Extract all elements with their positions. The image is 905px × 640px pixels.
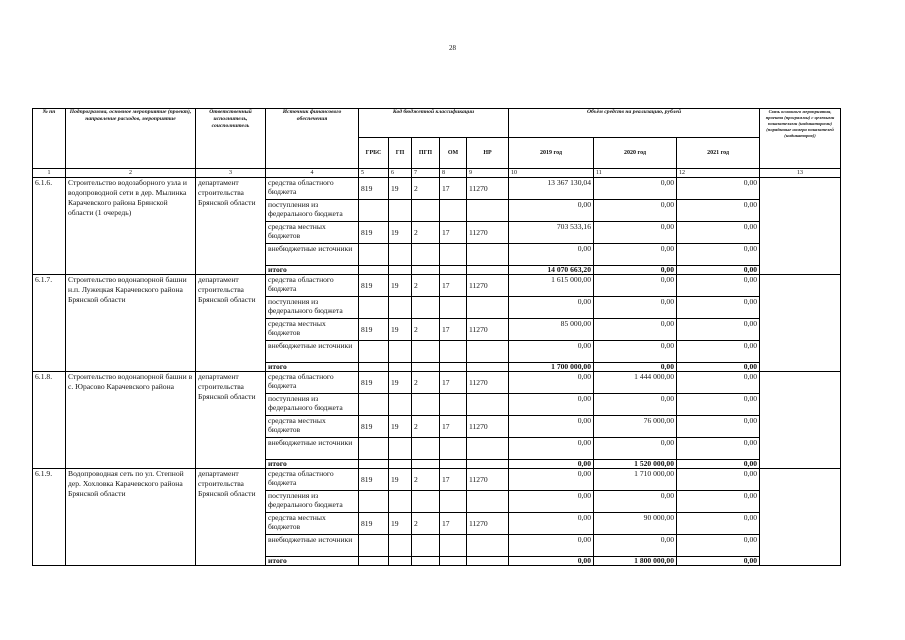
amount-2021: 0,00 [677,469,760,491]
header-2020: 2020 год [594,138,677,169]
code-gp [389,535,412,557]
code-grbs: 819 [359,319,389,341]
header-responsible: Ответственный исполнитель, соисполнитель [196,109,266,169]
code-grbs: 819 [359,222,389,244]
code-pgp [412,491,440,513]
table-row [33,178,841,200]
code-pgp: 2 [412,319,440,341]
table-body [33,169,841,566]
col-number: 8 [440,169,467,178]
code-nr [467,200,509,222]
item-responsible: департамент строительства Брянской области [196,275,266,372]
total-2021: 0,00 [677,363,760,372]
total-label: итого [266,460,359,469]
code-grbs [359,244,389,266]
funding-source: внебюджетные источники [266,244,359,266]
amount-2021: 0,00 [677,222,760,244]
code-grbs [359,438,389,460]
amount-2019: 13 367 130,04 [509,178,594,200]
code-grbs [359,297,389,319]
code-om [440,394,467,416]
amount-2020: 90 000,00 [594,513,677,535]
code-nr: 11270 [467,275,509,297]
code-grbs [359,341,389,363]
code-grbs: 819 [359,372,389,394]
code-gp: 19 [389,469,412,491]
code-gp [389,394,412,416]
funding-source: поступления из федерального бюджета [266,297,359,319]
header-grbs: ГРБС [359,138,389,169]
amount-2020: 0,00 [594,222,677,244]
total-2019: 0,00 [509,460,594,469]
total-code-empty [440,460,467,469]
item-name: Водопроводная сеть по ул. Степной дер. Хохловка Карачевского района Брянской области [66,469,196,566]
code-gp [389,200,412,222]
funding-source: внебюджетные источники [266,438,359,460]
total-code-empty [440,266,467,275]
item-number: 6.1.9. [33,469,66,566]
header-gp: ГП [389,138,412,169]
header-volume: Объём средств на реализацию, рублей [509,109,760,138]
indicator-link [760,275,841,372]
code-om: 17 [440,319,467,341]
amount-2021: 0,00 [677,513,760,535]
code-pgp: 2 [412,469,440,491]
item-name: Строительство водозаборного узла и водопроводной сети в дер. Мылинка Карачевского района Брянской области (1 очередь) [66,178,196,275]
code-om [440,535,467,557]
header-source: Источник финансового обеспечения [266,109,359,169]
amount-2020: 0,00 [594,535,677,557]
header-code: Код бюджетной классификации [359,109,509,138]
col-number: 10 [509,169,594,178]
code-om: 17 [440,372,467,394]
amount-2021: 0,00 [677,491,760,513]
code-nr: 11270 [467,372,509,394]
code-gp [389,297,412,319]
funding-source: средства местных бюджетов [266,222,359,244]
code-grbs [359,491,389,513]
total-code-empty [389,266,412,275]
amount-2019: 0,00 [509,469,594,491]
amount-2019: 0,00 [509,244,594,266]
total-code-empty [467,266,509,275]
code-nr [467,297,509,319]
col-number: 5 [359,169,389,178]
col-number: 6 [389,169,412,178]
code-pgp: 2 [412,372,440,394]
code-nr [467,341,509,363]
code-pgp: 2 [412,178,440,200]
code-nr: 11270 [467,469,509,491]
funding-source: поступления из федерального бюджета [266,394,359,416]
amount-2020: 0,00 [594,341,677,363]
total-code-empty [359,363,389,372]
total-code-empty [440,363,467,372]
amount-2021: 0,00 [677,372,760,394]
header-nr: НР [467,138,509,169]
code-om [440,244,467,266]
amount-2020: 0,00 [594,244,677,266]
code-gp [389,438,412,460]
item-responsible: департамент строительства Брянской области [196,178,266,275]
code-gp: 19 [389,372,412,394]
amount-2021: 0,00 [677,416,760,438]
code-grbs [359,394,389,416]
code-pgp [412,200,440,222]
code-om: 17 [440,222,467,244]
item-number: 6.1.7. [33,275,66,372]
col-number: 7 [412,169,440,178]
amount-2019: 0,00 [509,513,594,535]
code-gp [389,244,412,266]
amount-2019: 0,00 [509,416,594,438]
code-pgp [412,244,440,266]
amount-2019: 0,00 [509,438,594,460]
indicator-link [760,372,841,469]
total-code-empty [412,460,440,469]
total-code-empty [412,363,440,372]
code-grbs: 819 [359,513,389,535]
amount-2019: 0,00 [509,394,594,416]
table-row [33,275,841,297]
code-grbs: 819 [359,469,389,491]
total-2019: 14 070 663,20 [509,266,594,275]
header-link: Связь основного мероприятия, проекта (программы) с целевыми показателями (индикаторами) (порядковые номера показателей (индикаторов)) [760,109,841,169]
amount-2020: 1 710 000,00 [594,469,677,491]
item-name: Строительство водонапорной башни н.п. Лужецкая Карачевского района Брянской области [66,275,196,372]
total-code-empty [467,460,509,469]
code-gp [389,491,412,513]
item-number: 6.1.8. [33,372,66,469]
amount-2021: 0,00 [677,394,760,416]
amount-2021: 0,00 [677,319,760,341]
amount-2019: 0,00 [509,535,594,557]
funding-source: средства областного бюджета [266,469,359,491]
total-code-empty [440,557,467,566]
code-nr: 11270 [467,222,509,244]
amount-2021: 0,00 [677,438,760,460]
code-pgp: 2 [412,416,440,438]
amount-2020: 0,00 [594,319,677,341]
col-number: 3 [196,169,266,178]
item-responsible: департамент строительства Брянской области [196,469,266,566]
amount-2019: 1 615 000,00 [509,275,594,297]
code-gp: 19 [389,178,412,200]
code-gp: 19 [389,319,412,341]
total-code-empty [359,557,389,566]
total-2021: 0,00 [677,266,760,275]
total-code-empty [412,557,440,566]
code-nr: 11270 [467,178,509,200]
indicator-link [760,178,841,275]
amount-2021: 0,00 [677,341,760,363]
col-number: 4 [266,169,359,178]
budget-table [32,108,841,566]
amount-2020: 0,00 [594,178,677,200]
total-2020: 0,00 [594,363,677,372]
amount-2019: 85 000,00 [509,319,594,341]
funding-source: средства областного бюджета [266,372,359,394]
total-2021: 0,00 [677,557,760,566]
code-gp: 19 [389,416,412,438]
code-gp: 19 [389,222,412,244]
code-nr [467,394,509,416]
total-code-empty [467,363,509,372]
amount-2021: 0,00 [677,244,760,266]
amount-2021: 0,00 [677,297,760,319]
funding-source: внебюджетные источники [266,341,359,363]
total-2019: 0,00 [509,557,594,566]
amount-2019: 0,00 [509,372,594,394]
code-grbs [359,535,389,557]
amount-2020: 0,00 [594,491,677,513]
total-label: итого [266,363,359,372]
code-om: 17 [440,513,467,535]
amount-2019: 703 533,16 [509,222,594,244]
code-nr: 11270 [467,416,509,438]
code-nr [467,535,509,557]
code-pgp [412,535,440,557]
col-number: 13 [760,169,841,178]
funding-source: средства местных бюджетов [266,319,359,341]
code-om [440,297,467,319]
total-code-empty [467,557,509,566]
table-row [33,372,841,394]
code-pgp: 2 [412,513,440,535]
indicator-link [760,469,841,566]
header-om: ОМ [440,138,467,169]
code-nr: 11270 [467,319,509,341]
code-om: 17 [440,469,467,491]
code-om [440,341,467,363]
header-num: № пп [33,109,66,169]
amount-2020: 0,00 [594,275,677,297]
code-nr [467,244,509,266]
amount-2021: 0,00 [677,200,760,222]
amount-2019: 0,00 [509,491,594,513]
item-number: 6.1.6. [33,178,66,275]
code-pgp: 2 [412,222,440,244]
total-code-empty [389,363,412,372]
code-gp [389,341,412,363]
total-label: итого [266,557,359,566]
code-om [440,491,467,513]
header-2019: 2019 год [509,138,594,169]
amount-2020: 0,00 [594,200,677,222]
code-nr: 11270 [467,513,509,535]
header-program: Подпрограмма, основное мероприятие (проект), направление расходов, мероприятие [66,109,196,169]
code-grbs: 819 [359,178,389,200]
amount-2020: 76 000,00 [594,416,677,438]
amount-2020: 1 444 000,00 [594,372,677,394]
code-grbs [359,200,389,222]
code-om: 17 [440,178,467,200]
funding-source: внебюджетные источники [266,535,359,557]
header-pgp: ПГП [412,138,440,169]
header-2021: 2021 год [677,138,760,169]
code-pgp: 2 [412,275,440,297]
funding-source: средства местных бюджетов [266,416,359,438]
code-gp: 19 [389,275,412,297]
total-code-empty [389,557,412,566]
code-nr [467,438,509,460]
amount-2021: 0,00 [677,275,760,297]
amount-2019: 0,00 [509,200,594,222]
total-2019: 1 700 000,00 [509,363,594,372]
funding-source: средства областного бюджета [266,178,359,200]
page-number: 28 [449,44,456,52]
amount-2019: 0,00 [509,297,594,319]
total-code-empty [359,266,389,275]
col-number: 11 [594,169,677,178]
funding-source: средства местных бюджетов [266,513,359,535]
code-pgp [412,297,440,319]
code-om [440,438,467,460]
funding-source: средства областного бюджета [266,275,359,297]
code-pgp [412,438,440,460]
total-2020: 0,00 [594,266,677,275]
amount-2019: 0,00 [509,341,594,363]
table-row [33,469,841,491]
code-grbs: 819 [359,416,389,438]
code-gp: 19 [389,513,412,535]
code-om: 17 [440,275,467,297]
amount-2020: 0,00 [594,297,677,319]
code-pgp [412,394,440,416]
col-number: 12 [677,169,760,178]
col-number: 1 [33,169,66,178]
total-2020: 1 800 000,00 [594,557,677,566]
amount-2020: 0,00 [594,438,677,460]
total-label: итого [266,266,359,275]
amount-2021: 0,00 [677,535,760,557]
amount-2021: 0,00 [677,178,760,200]
total-2020: 1 520 000,00 [594,460,677,469]
funding-source: поступления из федерального бюджета [266,200,359,222]
header-row [33,109,841,138]
column-number-row [33,169,841,178]
funding-source: поступления из федерального бюджета [266,491,359,513]
col-number: 2 [66,169,196,178]
total-code-empty [389,460,412,469]
code-om: 17 [440,416,467,438]
total-code-empty [412,266,440,275]
total-code-empty [359,460,389,469]
item-name: Строительство водонапорной башни в с. Юрасово Карачевского района [66,372,196,469]
amount-2020: 0,00 [594,394,677,416]
item-responsible: департамент строительства Брянской области [196,372,266,469]
code-nr [467,491,509,513]
code-grbs: 819 [359,275,389,297]
col-number: 9 [467,169,509,178]
code-om [440,200,467,222]
total-2021: 0,00 [677,460,760,469]
code-pgp [412,341,440,363]
